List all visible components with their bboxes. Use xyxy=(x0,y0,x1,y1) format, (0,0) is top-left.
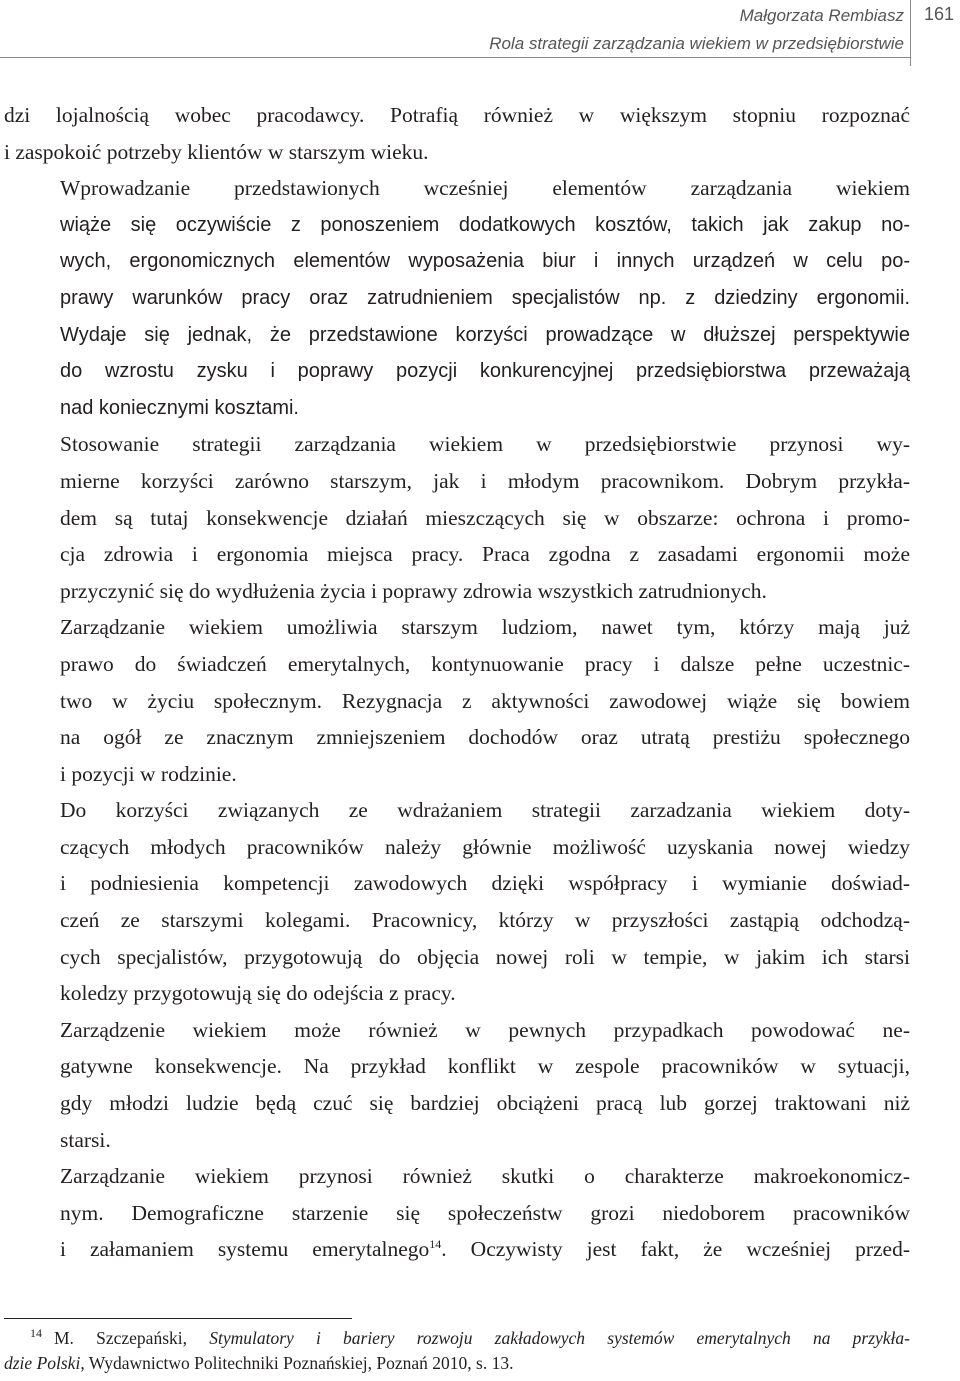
text-line: i zaspokoić potrzeby klientów w starszym wieku. xyxy=(4,139,429,164)
paragraph-6 xyxy=(4,1012,910,1158)
text-line: cja zdrowia i ergonomia miejsca pracy. Praca zgodna z zasadami ergonomii może xyxy=(60,542,910,567)
paragraph-3 xyxy=(4,426,910,609)
text-line: wiąże się oczywiście z ponoszeniem dodatkowych kosztów, takich jak zakup no- xyxy=(60,213,910,236)
text-line: two w życiu społecznym. Rezygnacja z aktywności zawodowej wiąże się bowiem xyxy=(60,688,910,713)
text-line: Zarządzenie wiekiem może również w pewnych przypadkach powodować ne- xyxy=(60,1017,910,1042)
text-line: przyczynić się do wydłużenia życia i poprawy zdrowia wszystkich zatrudnionych. xyxy=(60,578,767,603)
text-line: i pozycji w rodzinie. xyxy=(60,761,237,786)
text-line: Wprowadzanie przedstawionych wcześniej elementów zarządzania wiekiem xyxy=(60,176,910,201)
text-line: Do korzyści związanych ze wdrażaniem strategii zarzadzania wiekiem doty- xyxy=(60,798,910,823)
text-line: Stosowanie strategii zarządzania wiekiem w przedsiębiorstwie przynosi wy- xyxy=(60,432,910,457)
text-line: gatywne konsekwencje. Na przykład konflikt w zespole pracowników w sytuacji, xyxy=(60,1054,910,1079)
text-line: wych, ergonomicznych elementów wyposażenia biur i innych urządzeń w celu po- xyxy=(60,250,910,273)
text-line: czących młodych pracowników należy głównie możliwość uzyskania nowej wiedzy xyxy=(60,834,910,859)
footnote-title-continued: dzie Polski xyxy=(4,1353,81,1373)
paragraph-1 xyxy=(4,97,910,170)
header-horizontal-rule xyxy=(0,57,910,58)
text-segment: . Oczywisty jest fakt, że wcześniej przed- xyxy=(441,1237,910,1262)
text-line: Zarządzanie wiekiem umożliwia starszym ludziom, nawet tym, którzy mają już xyxy=(60,615,910,640)
text-line: czeń ze starszymi kolegami. Pracownicy, którzy w przyszłości zastąpią odchodzą- xyxy=(60,908,910,933)
footnote-reference: 14 xyxy=(429,1237,442,1252)
header-chapter-title: Rola strategii zarządzania wiekiem w przedsiębiorstwie xyxy=(489,34,904,53)
text-line: na ogół ze znacznym zmniejszeniem dochodów oraz utratą prestiżu społecznego xyxy=(60,725,910,750)
footnote-title: Stymulatory i bariery rozwoju zakładowych systemów emerytalnych na przykła- xyxy=(209,1328,910,1348)
text-line: dem są tutaj konsekwencje działań mieszczących się w obszarze: ochrona i promo- xyxy=(60,505,910,530)
text-line: nym. Demograficzne starzenie się społeczeństw grozi niedoborem pracowników xyxy=(60,1200,910,1225)
paragraph-5 xyxy=(4,792,910,1012)
footnote xyxy=(4,1326,910,1376)
footnote-line xyxy=(4,1326,910,1351)
page-number: 161 xyxy=(924,4,955,24)
running-header xyxy=(0,0,960,68)
body-text xyxy=(4,97,910,1268)
text-segment: i załamaniem systemu emerytalnego xyxy=(60,1237,430,1262)
text-line: cych specjalistów, przygotowują do objęcia nowej roli w tempie, w jakim ich starsi xyxy=(60,944,910,969)
paragraph-2 xyxy=(4,170,910,426)
text-line: koledzy przygotowują się do odejścia z pracy. xyxy=(60,981,456,1006)
text-line: do wzrostu zysku i poprawy pozycji konkurencyjnej przedsiębiorstwa przeważają xyxy=(60,360,910,383)
text-line: nad koniecznymi kosztami. xyxy=(60,396,299,419)
footnote-publisher: , Wydawnictwo Politechniki Poznańskiej, Poznań 2010, s. 13. xyxy=(80,1353,514,1373)
footnote-line xyxy=(4,1351,910,1376)
footnote-separator xyxy=(4,1318,352,1319)
header-vertical-rule xyxy=(910,0,911,66)
footnote-author: M. Szczepański, xyxy=(54,1328,187,1348)
text-line: i podniesienia kompetencji zawodowych dzięki współpracy i wymianie doświad- xyxy=(60,871,910,896)
paragraph-7 xyxy=(4,1158,910,1268)
text-line: prawy warunków pracy oraz zatrudnieniem specjalistów np. z dziedziny ergonomii. xyxy=(60,286,910,309)
footnote-number: 14 xyxy=(30,1326,42,1341)
text-line: Wydaje się jednak, że przedstawione korzyści prowadzące w dłuższej perspektywie xyxy=(60,323,910,346)
text-line xyxy=(4,1231,910,1268)
header-author: Małgorzata Rembiasz xyxy=(739,6,904,25)
text-line: dzi lojalnością wobec pracodawcy. Potrafią również w większym stopniu rozpoznać xyxy=(4,103,910,127)
text-line: starsi. xyxy=(60,1127,111,1152)
text-line: mierne korzyści zarówno starszym, jak i młodym pracownikom. Dobrym przykła- xyxy=(60,468,910,493)
text-line: prawo do świadczeń emerytalnych, kontynuowanie pracy i dalsze pełne uczestnic- xyxy=(60,651,910,676)
text-line: Zarządzanie wiekiem przynosi również skutki o charakterze makroekonomicz- xyxy=(60,1164,910,1189)
paragraph-4 xyxy=(4,609,910,792)
header-text xyxy=(489,2,904,58)
text-line: gdy młodzi ludzie będą czuć się bardziej obciążeni pracą lub gorzej traktowani niż xyxy=(60,1091,910,1116)
